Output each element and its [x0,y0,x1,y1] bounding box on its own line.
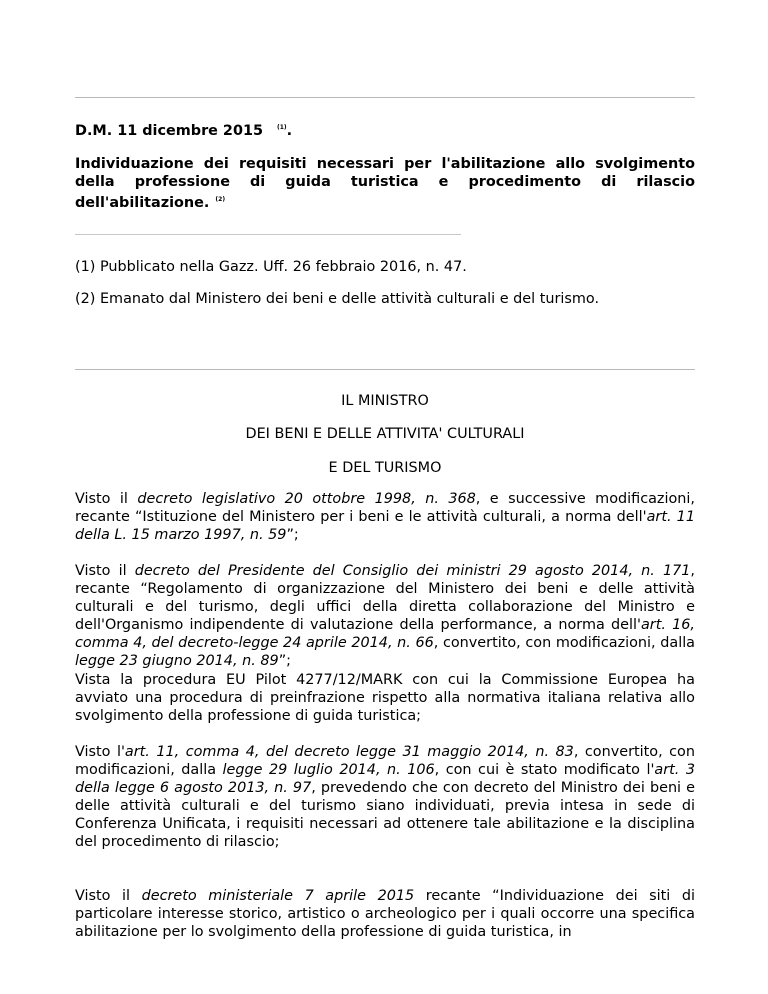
decree-title: D.M. 11 dicembre 2015 $^{(1)}$. [75,122,293,139]
top-divider [75,97,695,98]
footnote-1: (1) Pubblicato nella Gazz. Uff. 26 febbraio 2016, n. 47. [75,259,467,275]
law-link[interactable]: legge 29 luglio 2014, n. 106 [222,762,435,778]
law-link[interactable]: art. 16, comma 4, del decreto-legge 24 aprile 2014, n. 66 [75,617,695,651]
decree-subject: Individuazione dei requisiti necessari per l'abilitazione allo svolgimento della professione di guida turistica e procedimento di rilascio dell'abilitazione. $^{(2)}$ [75,156,695,211]
footnote-divider [75,234,461,235]
law-link[interactable]: decreto del Presidente del Consiglio dei ministri 29 agosto 2014, n. 171 [134,563,691,579]
footnote-2: (2) Emanato dal Ministero dei beni e delle attività culturali e del turismo. [75,291,600,307]
law-link[interactable]: decreto ministeriale 7 aprile 2015 [141,888,415,904]
section-divider [75,369,695,370]
decree-date: D.M. 11 dicembre 2015 [75,122,263,139]
recital-1: Visto il decreto legislativo 20 ottobre 1998, n. 368, e successive modificazioni, recante “Istituzione del Ministero per i beni e le attività culturali, a norma dell'art. 11 della L. 15 marzo 1997, n. 59”; [75,491,695,543]
heading-line-3: E DEL TURISMO [328,460,442,476]
heading-line-1: IL MINISTRO [341,393,429,409]
law-link[interactable]: art. 11 della L. 15 marzo 1997, n. 59 [75,509,695,543]
recital-3: Vista la procedura EU Pilot 4277/12/MARK con cui la Commissione Europea ha avviato una procedura di preinfrazione rispetto alla normativa italiana relativa allo svolgimento della professione di guida turistica; [75,672,695,724]
heading-line-2: DEI BENI E DELLE ATTIVITA' CULTURALI [245,426,525,442]
footnote-ref-1[interactable]: (1) [277,124,287,131]
law-link[interactable]: art. 11, comma 4, del decreto legge 31 maggio 2014, n. 83 [124,744,574,760]
law-link[interactable]: decreto legislativo 20 ottobre 1998, n. 368 [137,491,476,507]
law-link[interactable]: art. 3 della legge 6 agosto 2013, n. 97 [75,762,695,796]
recital-5: Visto il decreto ministeriale 7 aprile 2015 recante “Individuazione dei siti di particolare interesse storico, artistico o archeologico per i quali occorre una specifica abilitazione per lo svolgimento della professione di guida turistica, in [75,888,695,940]
law-link[interactable]: legge 23 giugno 2014, n. 89 [75,653,279,669]
recital-2: Visto il decreto del Presidente del Consiglio dei ministri 29 agosto 2014, n. 171, recante “Regolamento di organizzazione del Ministero dei beni e delle attività culturali e del turismo, degli uffici della diretta collaborazione del Ministro e dell'Organismo indipendente di valutazione della performance, a norma dell'art. 16, comma 4, del decreto-legge 24 aprile 2014, n. 66, convertito, con modificazioni, dalla legge 23 giugno 2014, n. 89”; [75,563,696,669]
recital-4: Visto l'art. 11, comma 4, del decreto legge 31 maggio 2014, n. 83, convertito, con modificazioni, dalla legge 29 luglio 2014, n. 106, con cui è stato modificato l'art. 3 della legge 6 agosto 2013, n. 97, prevedendo che con decreto del Ministro dei beni e delle attività culturali e del turismo siano individuati, previa intesa in sede di Conferenza Unificata, i requisiti necessari ad ottenere tale abilitazione e la disciplina del procedimento di rilascio; [75,744,695,850]
footnote-ref-2[interactable]: (2) [215,196,226,203]
